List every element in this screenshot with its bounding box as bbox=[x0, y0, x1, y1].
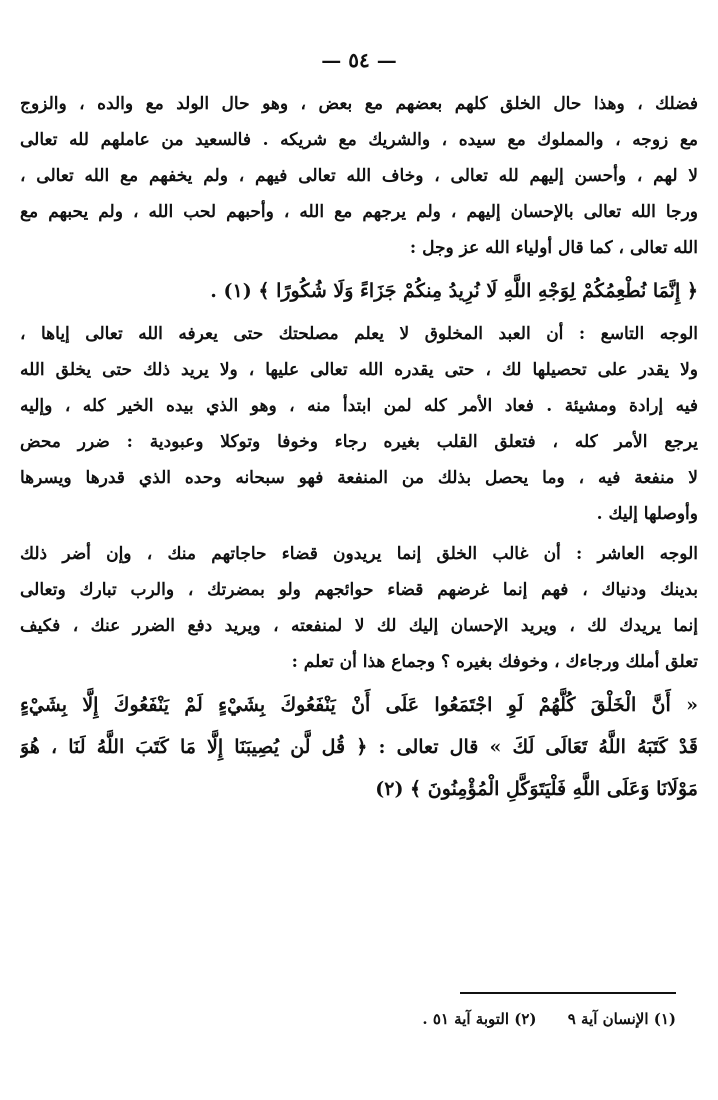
text-line: الوجه العاشر : أن غالب الخلق إنما يريدون قضاء حاجاتهم منك ، وإن أضر ذلك bbox=[20, 544, 698, 564]
paragraph bbox=[20, 536, 698, 680]
footnotes bbox=[300, 1010, 676, 1028]
text-line: فيه إرادة ومشيئة . فعاد الأمر كله لمن ابتدأ منه ، وهو الذي بيده الخير كله ، وإليه bbox=[20, 396, 698, 416]
quran-verse bbox=[20, 270, 698, 312]
text-line: يرجع الأمر كله ، فتعلق القلب بغيره رجاء وخوفا وتوكلا وعبودية : ضرر محض bbox=[20, 432, 698, 452]
text-line: مَوْلَانَا وَعَلَى اللَّهِ فَلْيَتَوَكَّلِ الْمُؤْمِنُونَ ﴾ (٢) bbox=[375, 778, 698, 800]
paragraph bbox=[20, 86, 698, 266]
text-line: لا منفعة فيه ، وما يحصل بذلك من المنفعة فهو سبحانه وحده الذي قدرها ويسرها bbox=[20, 468, 698, 488]
text-line: الله تعالى ، كما قال أولياء الله عز وجل : bbox=[409, 238, 698, 258]
text-line: ولا يقدر على تحصيلها لك ، حتى يقدره الله تعالى عليها ، ولا يريد ذلك حتى يخلق الله bbox=[20, 360, 698, 380]
footnote-2: (٢) التوبة آية ٥١ . bbox=[422, 1010, 537, 1028]
text-line: تعلق أملك ورجاءك ، وخوفك بغيره ؟ وجماع هذا أن تعلم : bbox=[291, 652, 698, 672]
footnote-divider bbox=[460, 992, 676, 994]
text-line: إنما يريدك لك ، ويريد الإحسان إليك لك لا لمنفعته ، ويريد دفع الضرر عنك ، فكيف bbox=[20, 616, 698, 636]
text-line: ﴿ إِنَّمَا نُطْعِمُكُمْ لِوَجْهِ اللَّهِ لَا نُرِيدُ مِنكُمْ جَزَاءً وَلَا شُكُورًا ﴾ (١) . bbox=[210, 280, 698, 302]
text-line: « أَنَّ الْخَلْقَ كُلَّهُمْ لَوِ اجْتَمَعُوا عَلَى أَنْ يَنْفَعُوكَ بِشَيْءٍ لَمْ يَنْفَعُوكَ إِلَّا بِشَيْءٍ bbox=[20, 694, 698, 716]
text-line: ورجا الله تعالى بالإحسان إليهم ، ولم يرجهم مع الله ، وأحبهم لحب الله ، ولم يحبهم مع bbox=[20, 202, 698, 222]
text-line: قَدْ كَتَبَهُ اللَّهُ تَعَالَى لَكَ » قال تعالى : ﴿ قُل لَّن يُصِيبَنَا إِلَّا مَا كَتَبَ اللَّهُ لَنَا ، هُوَ bbox=[20, 736, 698, 758]
text-line: بدينك ودنياك ، فهم إنما غرضهم قضاء حوائجهم ولو بمضرتك ، والرب تبارك وتعالى bbox=[20, 580, 698, 600]
text-line: مع زوجه ، والمملوك مع سيده ، والشريك مع شريكه . فالسعيد من عاملهم لله تعالى bbox=[20, 130, 698, 150]
footnote-1: (١) الإنسان آية ٩ bbox=[567, 1010, 676, 1028]
paragraph bbox=[20, 316, 698, 532]
text-line: لا لهم ، وأحسن إليهم لله تعالى ، وخاف الله تعالى فيهم ، ولم يخفهم مع الله تعالى ، bbox=[20, 166, 698, 186]
body-text bbox=[20, 86, 698, 810]
text-line: الوجه التاسع : أن العبد المخلوق لا يعلم مصلحتك حتى يعرفه الله تعالى إياها ، bbox=[20, 324, 698, 344]
text-line: فضلك ، وهذا حال الخلق كلهم بعضهم مع بعض ، وهو حال الولد مع والده ، والزوج bbox=[20, 94, 698, 114]
text-line: وأوصلها إليك . bbox=[596, 504, 698, 524]
quran-verse bbox=[20, 684, 698, 810]
page-number: — ٥٤ — bbox=[321, 48, 397, 72]
